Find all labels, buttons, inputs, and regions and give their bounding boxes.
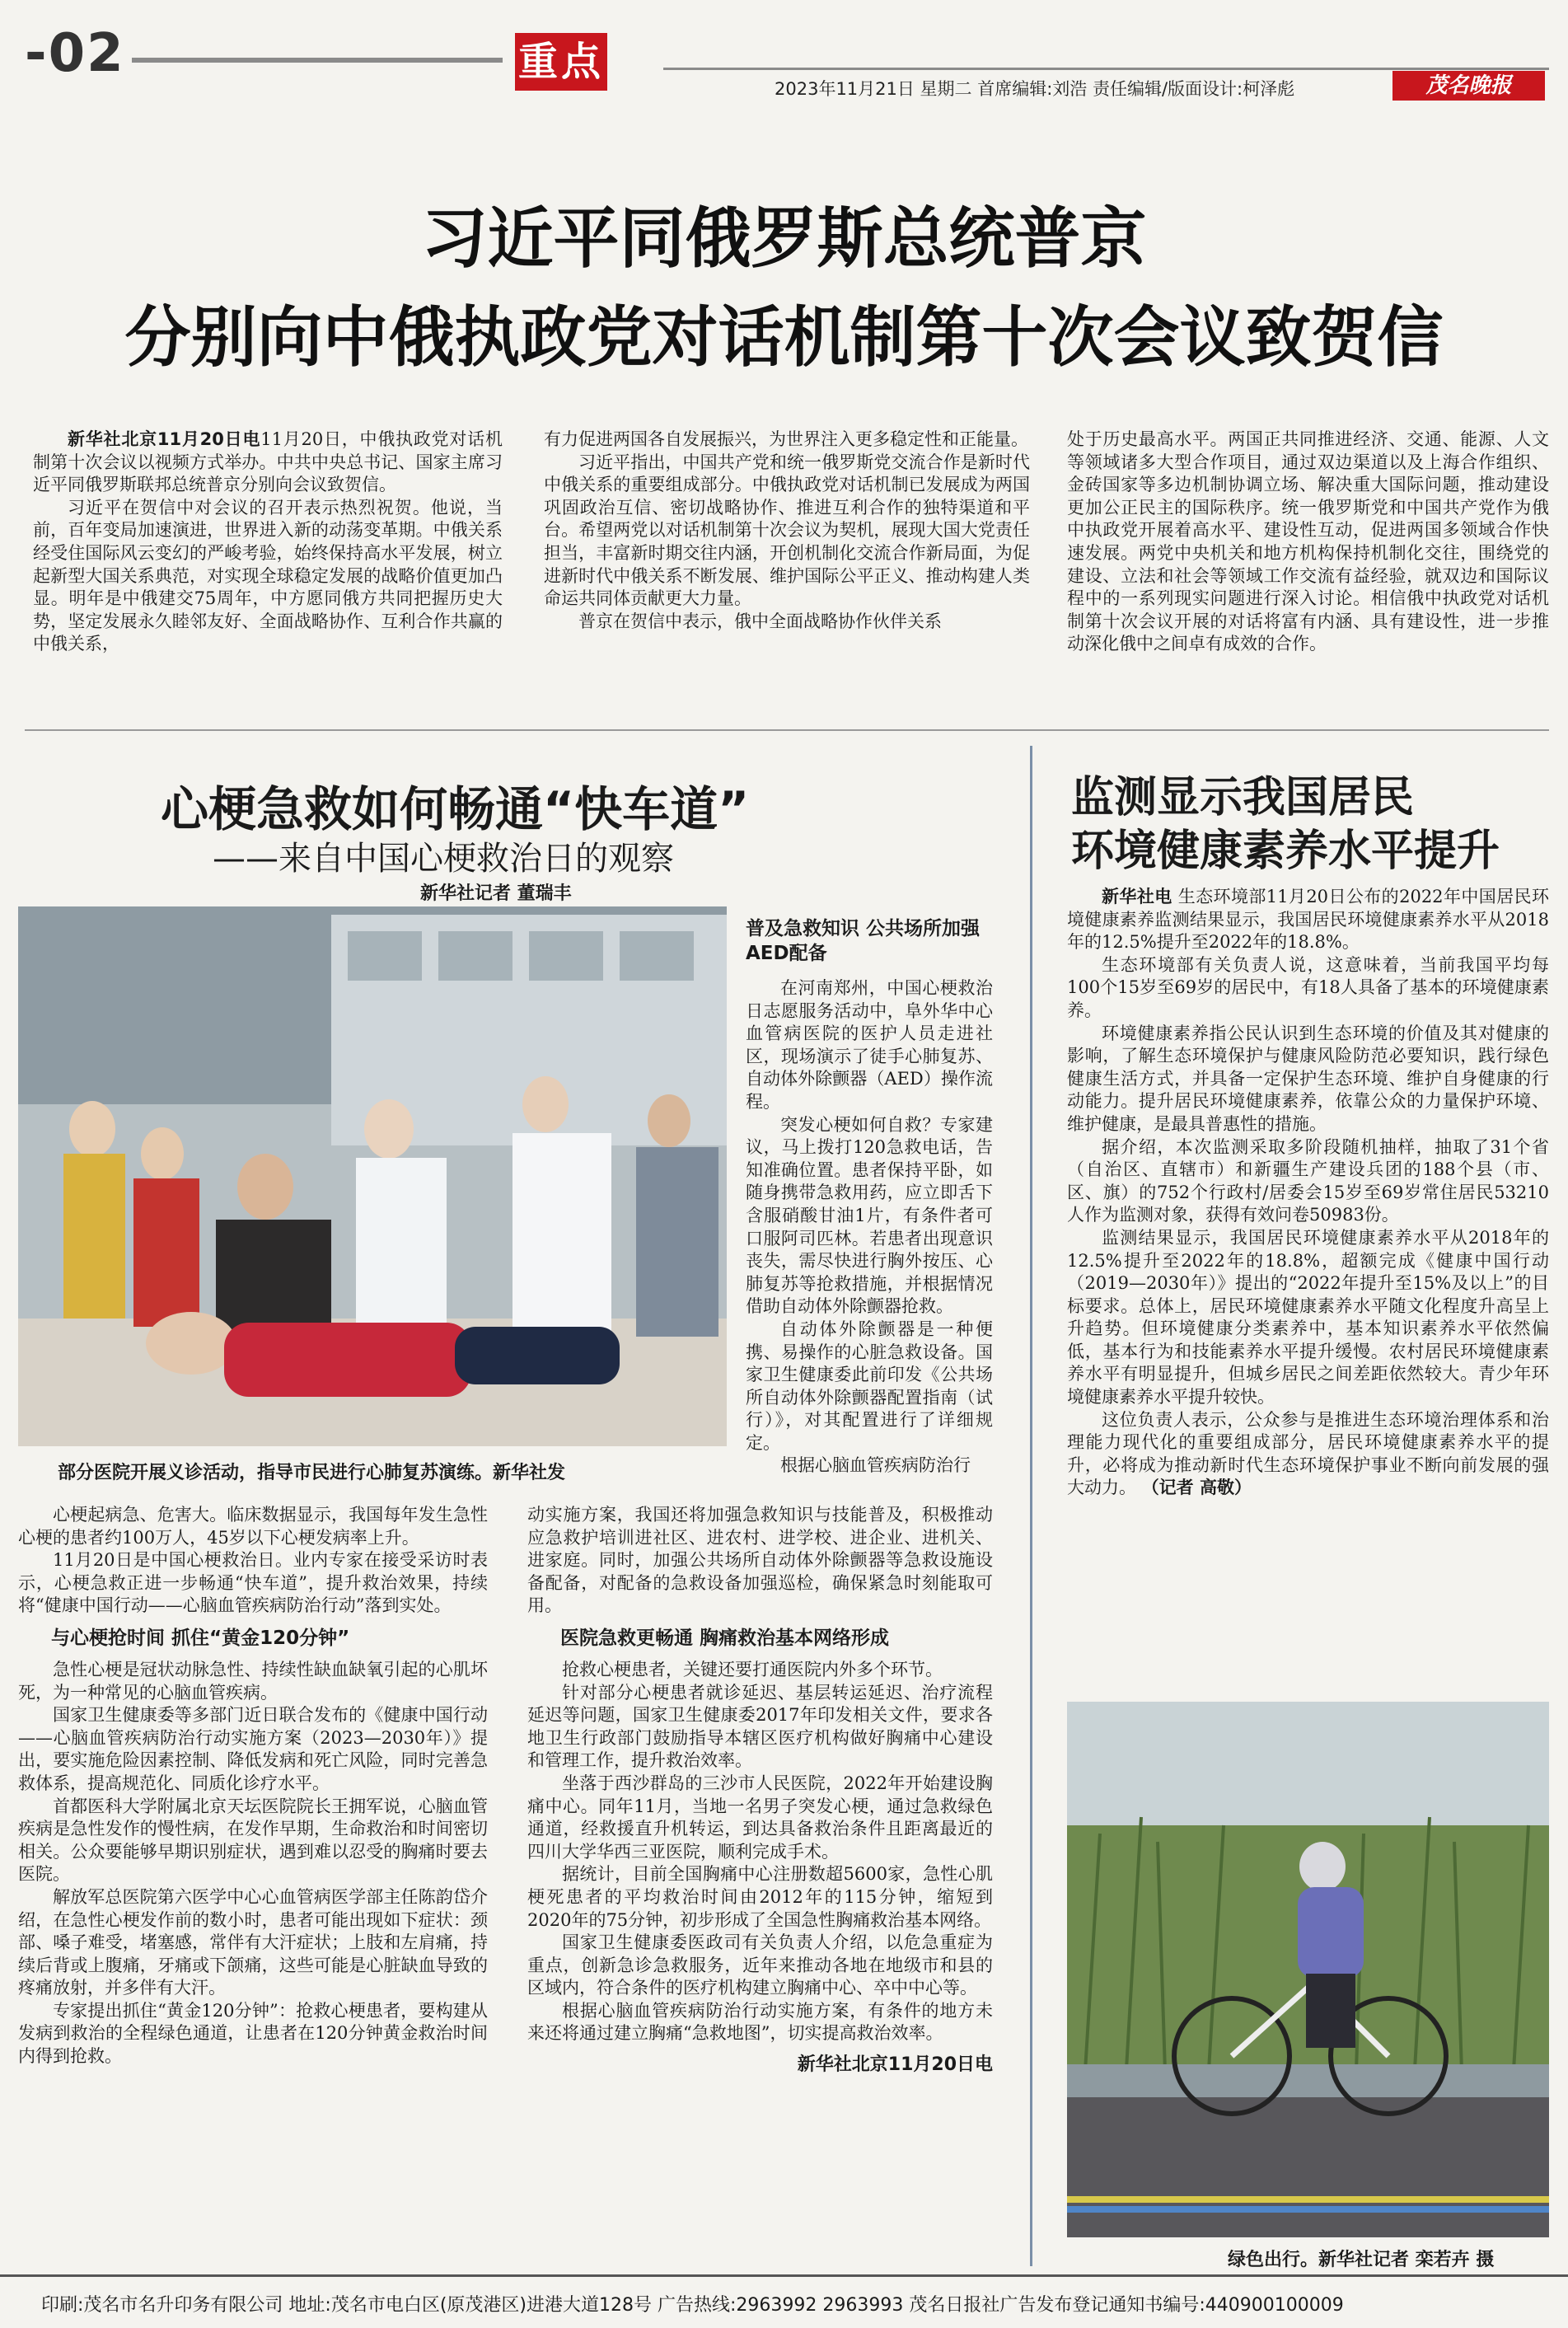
heart-title: 心梗急救如何畅通“快车道”: [161, 781, 750, 837]
heart-reporter: 新华社记者 董瑞丰: [420, 883, 572, 904]
lead-column-1: 新华社北京11月20日电11月20日，中俄执政党对话机制第十次会议以视频方式举办。中共中央总书记、国家主席习近平同俄罗斯联邦总统普京分别向会议致贺信。 习近平在贺信中对会议的召开表示热烈祝贺。他说，当前，百年变局加速演进，世界进入新的动荡变革期。中俄关系经受住国际风云变幻的严峻考验，始终保持高水平发展，树立起新型大国关系典范，对实现全球稳定发展的战略价值更加凸显。明年是中俄建交75周年，中方愿同俄方共同把握历史大势，坚定发展永久睦邻友好、全面战略协作、互利合作共赢的中俄关系，: [33, 429, 503, 654]
env-title-line2: 环境健康素养水平提升: [1071, 827, 1500, 876]
header-rule-right: [663, 68, 1549, 70]
env-reporter: （记者 高敬）: [1141, 1478, 1252, 1498]
header-rule-left: [132, 58, 503, 63]
lead-column-3: 处于历史最高水平。两国正共同推进经济、交通、能源、人文等领域诸多大型合作项目，通过双边渠道以及上海合作组织、金砖国家等多边机制协调立场、解决重大国际问题，推动建设更加公正民主的国际秩序。统一俄罗斯党和中国共产党作为俄中执政党开展着高水平、建设性互动，促进两国多领域合作快速发展。两党中央机关和地方机构保持机制化交往，围绕党的建设、立法和社会等领域工作交流有益经验，就双边和国际议程中的一系列现实问题进行深入讨论。相信俄中执政党对话机制第十次会议开展的对话将富有内涵、具有建设性，进一步推动深化俄中之间卓有成效的合作。: [1067, 429, 1549, 654]
env-title-line1: 监测显示我国居民: [1071, 773, 1415, 822]
heart-subhead-aed: 普及急救知识 公共场所加强AED配备: [746, 918, 981, 964]
lead-column-2: 有力促进两国各自发展振兴，为世界注入更多稳定性和正能量。 习近平指出，中国共产党和统一俄罗斯党交流合作是新时代中俄关系的重要组成部分。中俄执政党对话机制已发展成为两国巩固政治互信、密切战略协作、推进互利合作的独特渠道和平台。希望两党以对话机制第十次会议为契机，展现大国大党责任担当，丰富新时期交往内涵，开创机制化交流合作新局面，为促进新时代中俄关系不断发展、维护国际公平正义、推动构建人类命运共同体贡献更大力量。 普京在贺信中表示，俄中全面战略协作伙伴关系: [544, 429, 1030, 631]
heart-column-2: 动实施方案，我国还将加强急救知识与技能普及，积极推动应急救护培训进社区、进农村、进学校、进企业、进机关、进家庭。同时，加强公共场所自动体外除颤器等急救设施设备配备，对配备的急救设备加强巡检，确保紧急时刻能取可用。 医院急救更畅通 胸痛救治基本网络形成 抢救心梗患者，关键还要打通医院内外多个环节。 针对部分心梗患者就诊延迟、基层转运延迟、治疗流程延迟等问题，国家卫生健康委2017年印发相关文件，要求各地卫生行政部门鼓励指导本辖区医疗机构做好胸痛中心建设和管理工作，提升救治效率。 坐落于西沙群岛的三沙市人民医院，2022年开始建设胸痛中心。同年11月，当地一名男子突发心梗，通过急救绿色通道，经救援直升机转运，到达具备救治条件且距离最近的四川大学华西三亚医院，顺利完成手术。 据统计，目前全国胸痛中心注册数超5600家，急性心肌梗死患者的平均救治时间由2012年的115分钟，缩短到2020年的75分钟，初步形成了全国急性胸痛救治基本网络。 国家卫生健康委医政司有关负责人介绍，以危急重症为重点，创新急诊急救服务，近年来推动各地在地级市和县的区域内，符合条件的医疗机构建立胸痛中心、卒中中心等。 根据心脑血管疾病防治行动实施方案，有条件的地方未来还将通过建立胸痛“急救地图”，切实提高救治效率。 新华社北京11月20日电: [527, 1505, 993, 2076]
lead-title-line1: 习近平同俄罗斯总统普京: [421, 200, 1147, 277]
cpr-photo-illustration: [18, 906, 727, 1446]
heart-subhead-network: 医院急救更畅通 胸痛救治基本网络形成: [560, 1627, 890, 1649]
issue-info: 2023年11月21日 星期二 首席编辑:刘浩 责任编辑/版面设计:柯泽彪: [775, 79, 1295, 99]
cycling-photo-caption: 绿色出行。新华社记者 栾若卉 摄: [1228, 2250, 1495, 2270]
lead-dateline: 新华社北京11月20日电: [68, 429, 261, 449]
env-column: 新华社电 生态环境部11月20日公布的2022年中国居民环境健康素养监测结果显示，我国居民环境健康素养水平从2018年的12.5%提升至2022年的18.8%。 生态环境部有关负责人说，这意味着，当前我国平均每100个15岁至69岁的居民中，有18人具备了基本的环境健康素养。 环境健康素养指公民认识到生态环境的价值及其对健康的影响，了解生态环境保护与健康风险防范必要知识，践行绿色健康生活方式，并具备一定保护生态环境、维护自身健康的行动能力。提升居民环境健康素养，依靠公众的力量保护环境、维护健康，是最具普惠性的措施。 据介绍，本次监测采取多阶段随机抽样，抽取了31个省（自治区、直辖市）和新疆生产建设兵团的188个县（市、区、旗）的752个行政村/居委会15岁至69岁常住居民53210人作为监测对象，获得有效问卷50983份。 监测结果显示，我国居民环境健康素养水平从2018年的12.5%提升至2022年的18.8%，超额完成《健康中国行动（2019—2030年）》提出的“2022年提升至15%及以上”的目标要求。总体上，居民环境健康素养水平随文化程度升高呈上升趋势。但环境健康分类素养中，基本知识素养水平依然偏低，基本行为和技能素养水平提升缓慢。农村居民环境健康素养水平有明显提升，但城乡居民之间差距依然较大。青少年环境健康素养水平提升较快。 这位负责人表示，公众参与是推进生态环境治理体系和治理能力现代化的重要组成部分，居民环境健康素养水平的提升，必将成为推动新时代生态环境保护事业不断向前发展的强大动力。 （记者 高敬）: [1067, 887, 1549, 1498]
cycling-photo-illustration: [1067, 1702, 1549, 2237]
footer-rule: [0, 2274, 1568, 2277]
section-badge: 重点: [515, 33, 607, 91]
footer-info: 印刷:茂名市名升印务有限公司 地址:茂名市电白区(原茂港区)进港大道128号 广告热线:2963992 2963993 茂名日报社广告发布登记通知书编号:440900100009: [41, 2295, 1344, 2316]
paper-logo: 茂名晚报: [1392, 71, 1545, 101]
cpr-photo-caption: 部分医院开展义诊活动，指导市民进行心肺复苏演练。新华社发: [58, 1463, 566, 1483]
heart-dateline: 新华社北京11月20日电: [797, 2054, 993, 2076]
lead-title-line2: 分别向中俄执政党对话机制第十次会议致贺信: [124, 299, 1444, 376]
env-dateline: 新华社电: [1102, 887, 1172, 906]
page-number: -02: [25, 23, 125, 84]
cycling-photo: [1067, 1702, 1549, 2237]
heart-subhead-golden: 与心梗抢时间 抓住“黄金120分钟”: [51, 1627, 350, 1649]
column-divider: [1030, 746, 1032, 2266]
heart-column-1: 心梗起病急、危害大。临床数据显示，我国每年发生急性心梗的患者约100万人，45岁以下心梗发病率上升。 11月20日是中国心梗救治日。业内专家在接受采访时表示，心梗急救正进一步畅通“快车道”，提升救治效果，持续将“健康中国行动——心脑血管疾病防治行动”落到实处。 与心梗抢时间 抓住“黄金120分钟” 急性心梗是冠状动脉急性、持续性缺血缺氧引起的心肌坏死，为一种常见的心脑血管疾病。 国家卫生健康委等多部门近日联合发布的《健康中国行动——心脑血管疾病防治行动实施方案（2023—2030年）》提出，要实施危险因素控制、降低发病和死亡风险，同时完善急救体系，提高规范化、同质化诊疗水平。 首都医科大学附属北京天坛医院院长王拥军说，心脑血管疾病是急性发作的慢性病，在发作早期，生命救治和时间密切相关。公众要能够早期识别症状，遇到难以忍受的胸痛时要去医院。 解放军总医院第六医学中心心血管病医学部主任陈韵岱介绍，在急性心梗发作前的数小时，患者可能出现如下症状：颈部、嗓子难受，堵塞感，常伴有大汗症状；上肢和左肩痛，持续后背或上腹痛，牙痛或下颌痛，这些可能是心脏缺血导致的疼痛放射，并多伴有大汗。 专家提出抓住“黄金120分钟”：抢救心梗患者，要构建从发病到救治的全程绿色通道，让患者在120分钟黄金救治时间内得到抢救。: [18, 1505, 488, 2067]
cpr-photo: [18, 906, 727, 1446]
lead-divider: [25, 729, 1549, 731]
heart-subtitle: ——来自中国心梗救治日的观察: [213, 840, 674, 878]
heart-column-side: 普及急救知识 公共场所加强AED配备 在河南郑州，中国心梗救治日志愿服务活动中，阜外华中心血管病医院的医护人员走进社区，现场演示了徒手心肺复苏、自动体外除颤器（AED）操作流程。 突发心梗如何自救？专家建议，马上拨打120急救电话，告知准确位置。患者保持平卧，如随身携带急救用药，应立即舌下含服硝酸甘油1片，有条件者可口服阿司匹林。若患者出现意识丧失，需尽快进行胸外按压、心肺复苏等抢救措施，并根据情况借助自动体外除颤器抢救。 自动体外除颤器是一种便携、易操作的心脏急救设备。国家卫生健康委此前印发《公共场所自动体外除颤器配置指南（试行）》，对其配置进行了详细规定。 根据心脑血管疾病防治行: [746, 918, 993, 1476]
